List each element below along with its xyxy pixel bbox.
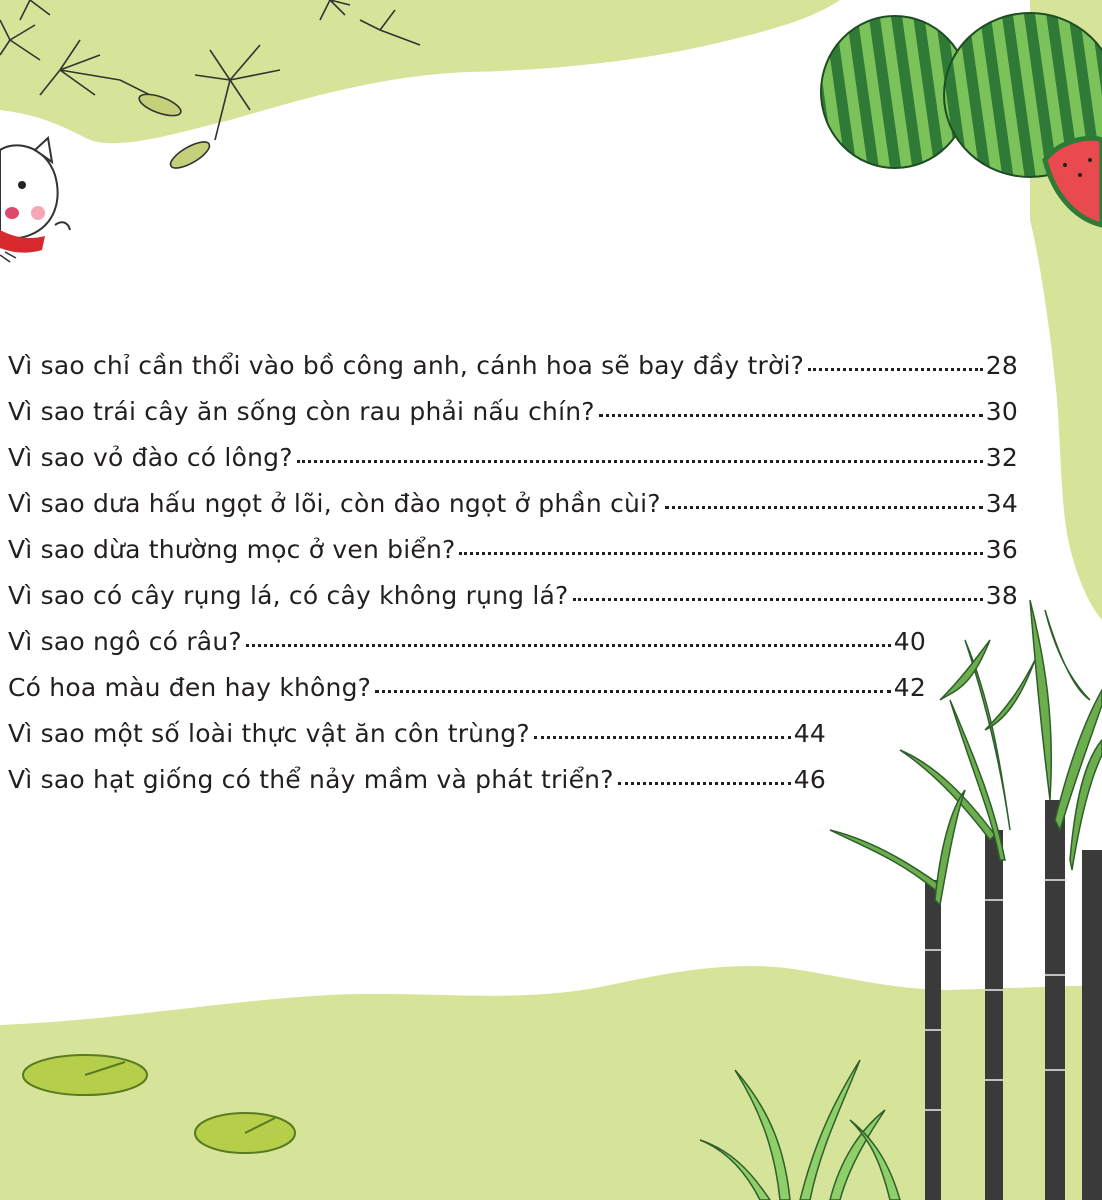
toc-entry-page: 38 [985, 581, 1018, 610]
toc-entry-title: Vì sao dừa thường mọc ở ven biển? [8, 535, 456, 564]
toc-entry[interactable] [8, 472, 1018, 518]
toc-entry[interactable] [8, 426, 1018, 472]
toc-entry-page: 40 [893, 627, 926, 656]
toc-entry[interactable] [8, 702, 826, 748]
toc-entry-title: Vì sao hạt giống có thể nảy mầm và phát triển? [8, 765, 614, 794]
toc-entry-title: Vì sao có cây rụng lá, có cây không rụng lá? [8, 581, 569, 610]
toc-dot-leader [665, 506, 983, 509]
toc-entry-page: 36 [985, 535, 1018, 564]
toc-entry[interactable] [8, 610, 926, 656]
toc-dot-leader [534, 736, 791, 739]
toc-entry-page: 44 [793, 719, 826, 748]
toc-entry-title: Vì sao trái cây ăn sống còn rau phải nấu chín? [8, 397, 595, 426]
toc-entry[interactable] [8, 748, 826, 794]
toc-entry[interactable] [8, 518, 1018, 564]
toc-entry-page: 46 [793, 765, 826, 794]
toc-entry-title: Vì sao một số loài thực vật ăn côn trùng? [8, 719, 530, 748]
toc-entry[interactable] [8, 656, 926, 702]
toc-entry-page: 30 [985, 397, 1018, 426]
toc-entry[interactable] [8, 334, 1018, 380]
toc-entry-page: 28 [985, 351, 1018, 380]
toc-dot-leader [618, 782, 791, 785]
toc-entry-title: Vì sao ngô có râu? [8, 627, 242, 656]
toc-entry-page: 42 [893, 673, 926, 702]
toc-dot-leader [599, 414, 983, 417]
toc-entry-page: 34 [985, 489, 1018, 518]
toc-entry-title: Vì sao chỉ cần thổi vào bồ công anh, cánh hoa sẽ bay đầy trời? [8, 351, 805, 380]
toc-dot-leader [808, 368, 983, 371]
toc-dot-leader [573, 598, 983, 601]
toc-dot-leader [375, 690, 891, 693]
toc-dot-leader [459, 552, 982, 555]
toc-entry-title: Vì sao vỏ đào có lông? [8, 443, 293, 472]
dog-character-icon [0, 138, 70, 262]
toc-entry[interactable] [8, 564, 1018, 610]
toc-entry-page: 32 [985, 443, 1018, 472]
toc-dot-leader [297, 460, 983, 463]
toc-entry-title: Vì sao dưa hấu ngọt ở lõi, còn đào ngọt ở phần cùi? [8, 489, 661, 518]
toc-dot-leader [246, 644, 891, 647]
toc-entry[interactable] [8, 380, 1018, 426]
watermelon-icon [821, 13, 1102, 225]
toc-entry-title: Có hoa màu đen hay không? [8, 673, 372, 702]
